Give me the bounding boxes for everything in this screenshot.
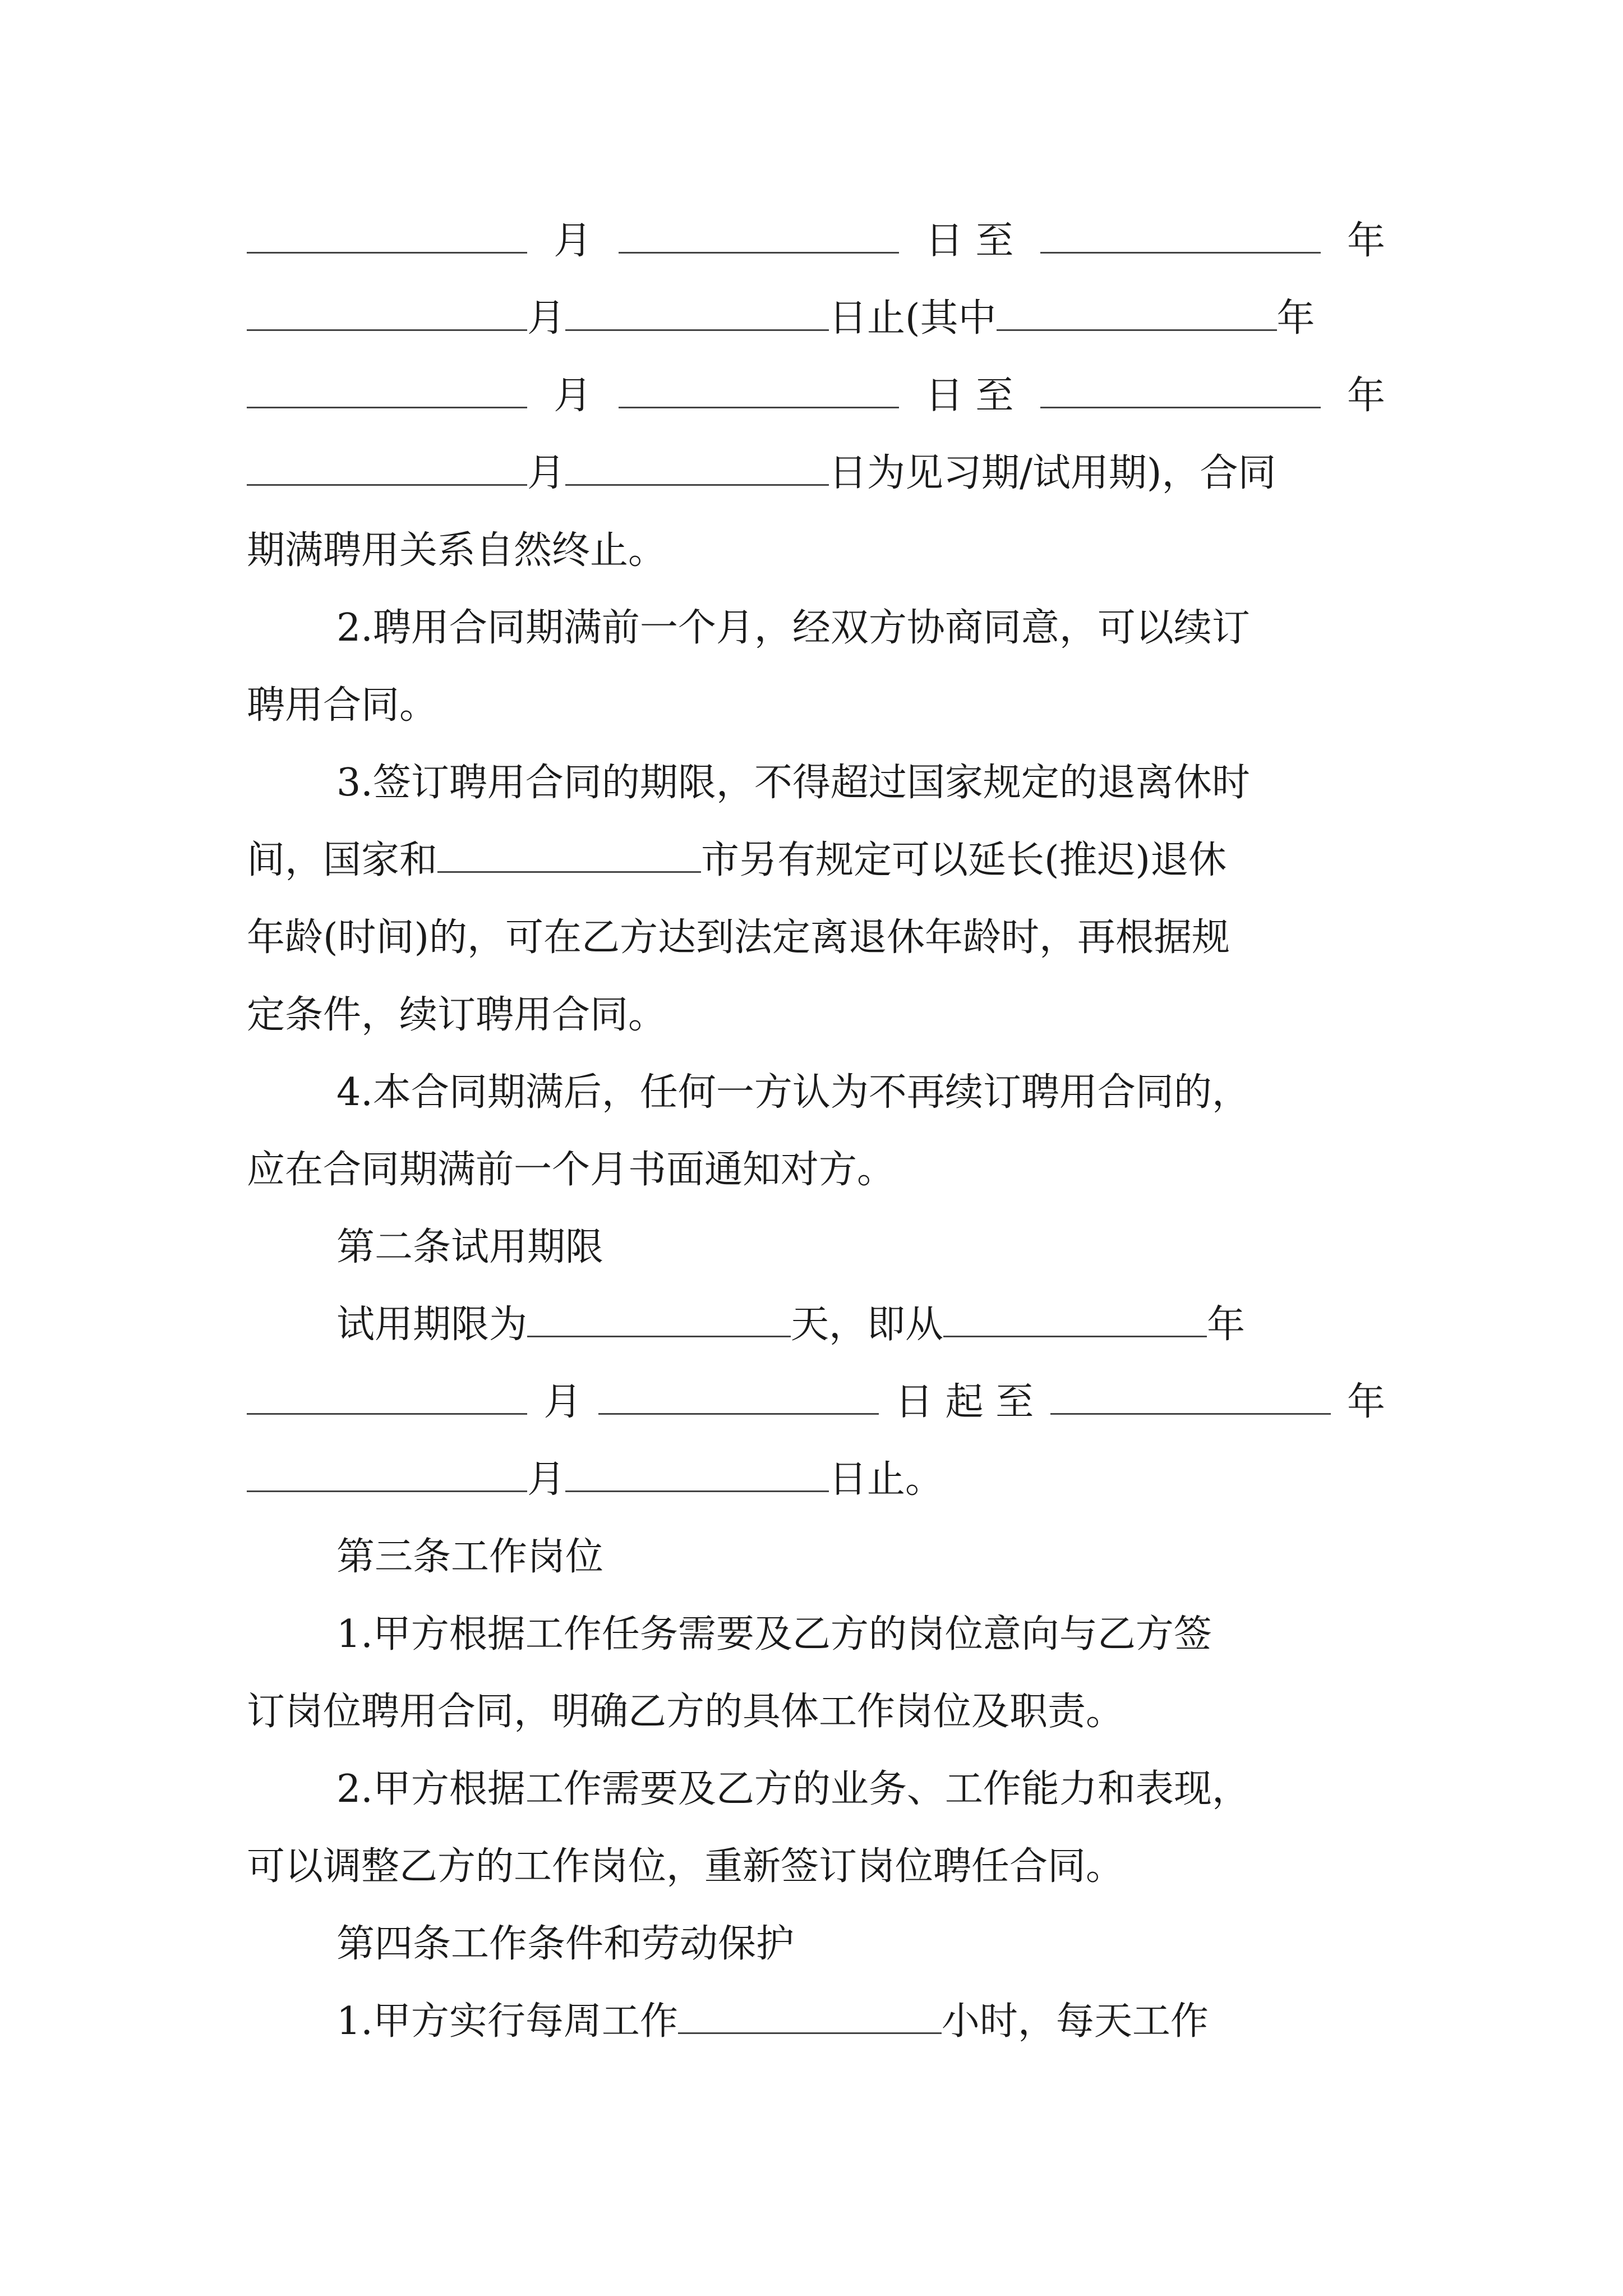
- paragraph-line: [336, 1759, 1385, 1820]
- text-segment: 1.甲方实行每周工作: [336, 1999, 678, 2044]
- paragraph-line: [336, 1604, 1385, 1665]
- paragraph-line: [247, 1836, 1385, 1898]
- blank-field: [437, 832, 701, 873]
- paragraph-line: [336, 752, 1385, 814]
- text-segment: 月: [527, 1457, 566, 1502]
- section-heading: [336, 1217, 1385, 1278]
- blank-field: [247, 367, 527, 408]
- paragraph-line: [247, 984, 1385, 1046]
- text-line: [247, 520, 1385, 582]
- paragraph-line: [247, 907, 1385, 969]
- blank-field: [1050, 1374, 1331, 1415]
- blank-field: [565, 445, 829, 486]
- heading-text: 第四条工作条件和劳动保护: [336, 1922, 795, 1966]
- blank-field: [619, 367, 899, 408]
- text-segment: 2.聘用合同期满前一个月，经双方协商同意，可以续订: [336, 606, 1250, 650]
- blank-field: [565, 290, 829, 331]
- blank-field: [1040, 367, 1321, 408]
- section-heading: [336, 1913, 1385, 1975]
- text-segment: 日止。: [829, 1457, 944, 1502]
- text-segment: 期满聘用关系自然终止。: [247, 528, 667, 573]
- text-segment: 月: [527, 451, 566, 495]
- paragraph-line: [336, 1062, 1385, 1124]
- blank-field: [247, 290, 527, 331]
- blank-field: [1040, 213, 1321, 254]
- text-segment: 年: [1276, 296, 1315, 341]
- text-segment: 月: [554, 374, 592, 418]
- text-segment: 年: [1347, 374, 1385, 418]
- paragraph-line: [247, 675, 1385, 737]
- paragraph-line: [336, 1294, 1385, 1356]
- text-segment: 日 起 至: [895, 1380, 1034, 1424]
- text-segment: 试用期限为: [336, 1303, 528, 1347]
- text-segment: 3.签订聘用合同的期限，不得超过国家规定的退离休时: [336, 761, 1250, 805]
- paragraph-line: [247, 1372, 1385, 1433]
- paragraph-line: [247, 830, 1385, 891]
- text-segment: 年: [1347, 1380, 1385, 1424]
- blank-field: [598, 1374, 879, 1415]
- text-segment: 月: [543, 1380, 582, 1424]
- text-line: [247, 288, 1385, 349]
- text-segment: 月: [527, 296, 566, 341]
- heading-text: 第二条试用期限: [336, 1225, 604, 1269]
- text-segment: 天，即从: [791, 1303, 944, 1347]
- heading-text: 第三条工作岗位: [336, 1535, 604, 1579]
- text-segment: 聘用合同。: [247, 683, 438, 728]
- blank-field: [247, 213, 527, 254]
- blank-field: [565, 1451, 829, 1492]
- paragraph-line: [336, 1991, 1385, 2053]
- text-segment: 间，国家和: [247, 838, 438, 882]
- text-segment: 1.甲方根据工作任务需要及乙方的岗位意向与乙方签: [336, 1612, 1212, 1657]
- paragraph-line: [336, 597, 1385, 659]
- paragraph-line: [247, 1449, 1385, 1511]
- text-segment: 年: [1207, 1303, 1246, 1347]
- text-segment: 日为见习期/试用期)，合同: [829, 451, 1276, 495]
- text-segment: 定条件，续订聘用合同。: [247, 993, 667, 1037]
- text-segment: 年龄(时间)的，可在乙方达到法定离退休年龄时，再根据规: [247, 915, 1230, 960]
- blank-field: [247, 1451, 527, 1492]
- text-segment: 日 至: [925, 374, 1014, 418]
- text-segment: 应在合同期满前一个月书面通知对方。: [247, 1148, 896, 1192]
- blank-field: [247, 1374, 527, 1415]
- paragraph-line: [247, 1681, 1385, 1743]
- text-segment: 市另有规定可以延长(推迟)退休: [701, 838, 1227, 882]
- text-line: [247, 365, 1385, 427]
- blank-field: [997, 290, 1277, 331]
- text-segment: 可以调整乙方的工作岗位，重新签订岗位聘任合同。: [247, 1844, 1124, 1889]
- paragraph-line: [247, 1139, 1385, 1201]
- text-segment: 4.本合同期满后，任何一方认为不再续订聘用合同的，: [336, 1070, 1250, 1115]
- text-line: [247, 210, 1385, 272]
- blank-field: [247, 445, 527, 486]
- text-segment: 日止(其中: [829, 296, 997, 341]
- text-segment: 订岗位聘用合同，明确乙方的具体工作岗位及职责。: [247, 1690, 1124, 1734]
- text-segment: 小时，每天工作: [941, 1999, 1209, 2044]
- text-segment: 日 至: [925, 219, 1014, 263]
- section-heading: [336, 1526, 1385, 1588]
- blank-field: [678, 1993, 942, 2034]
- text-line: [247, 443, 1385, 504]
- text-segment: 年: [1347, 219, 1385, 263]
- blank-field: [943, 1296, 1207, 1337]
- blank-field: [527, 1296, 791, 1337]
- text-segment: 2.甲方根据工作需要及乙方的业务、工作能力和表现，: [336, 1767, 1250, 1811]
- text-segment: 月: [554, 219, 592, 263]
- blank-field: [619, 213, 899, 254]
